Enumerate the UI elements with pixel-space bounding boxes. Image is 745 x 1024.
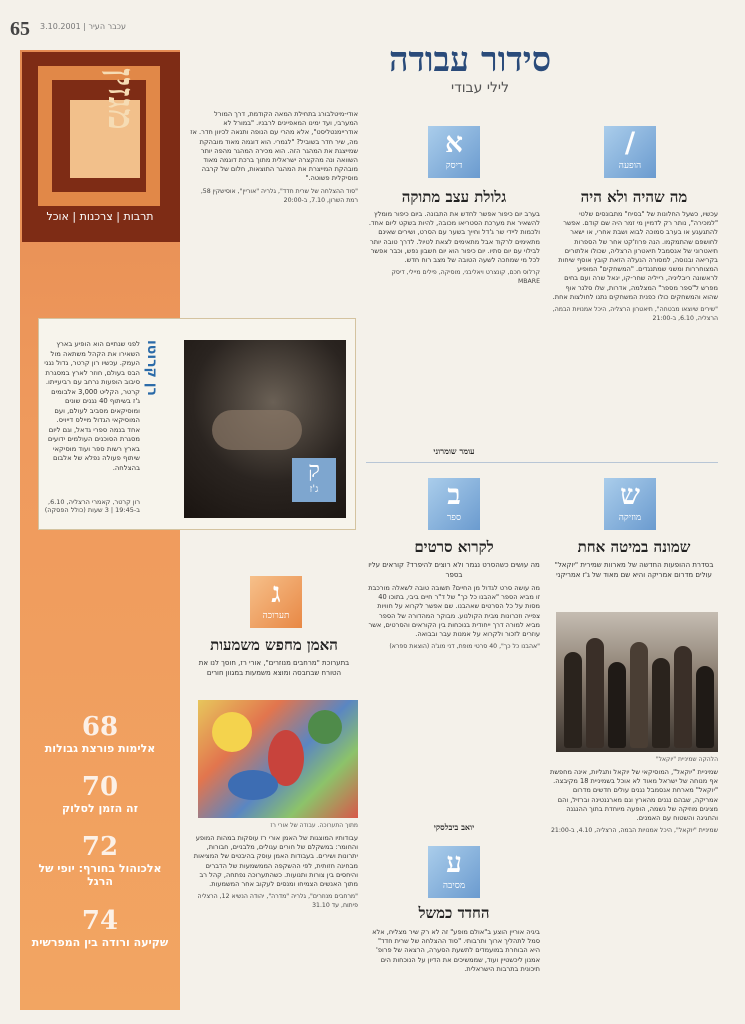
dateline: 3.10.2001 | עכבר העיר [40,22,126,31]
profile-name: רן קרוטו [144,340,160,396]
icon-glyph: / [624,126,636,159]
article-credit: "מרחבים מנוזרים", גלריה "מדרה", יהודה הנשיא 12, הרצליה פיתוח, עד 31.10 [197,893,358,910]
article-credit: שמיניית "יוקאל", היכל אמנויות הבמה, הרצליה, 4.10, ב-21:00 [550,827,718,835]
article-headline: האמן מחפש משמעות [210,636,338,654]
index-number: 68 [81,712,119,742]
byline: לילי עבודי [450,80,510,96]
exhibition-icon [250,576,302,628]
book-icon [428,478,480,530]
icon-label: ספר [446,513,462,523]
article-headline: גלולת עצב מתוקה [401,188,507,206]
icon-label: תערוכה [262,611,290,621]
index-number: 72 [81,832,119,862]
article-text: עבודותיו המוצגות של האמן אורי רז עוסקות במהות המופע והחומר: במשקלם של חורים עגולים, מלבניים, חבורות, יתרונות ושירים. בעבודות האמן עוסק בהיבטים של המציאות מבחינה חזותית, לפי ההשקפה הממשמעות של הדברים והיחסים בין צורות ותנועות. כשהתערוכה נפתחה, קהל רב מתוך האנשים הצמיחו ומנסים לעקוב אחר המשמעות. [193,834,358,889]
page-title: סידור עבודה [388,40,552,80]
performance-icon [604,126,656,178]
section-list: תרבות | צרכנות | אוכל [46,210,154,223]
profile-text: לפני שנתיים הוא הופיע בארץ השאירו את הקהל משתאה מול העמק. עכשיו רון קרטר, גדול נגני הבס בעולם, חוזר לארץ במסגרת סיבוב הופעות נרחב עם רביעייתו. קרטר, הקליט 3,000 אלבומים ג'ז בשיתוף 40 נגנים שונים ומוסיקאים מסביב לעולם, ועם המוסיקאי הגדול מיילס דייויס. אחד בנמה ספרי גדאל, וגם ליום מסגרת הסוכנים העולמים ידועים בארץ רשות ספר ועוד מוסיקאי שיתוף פעולה נפלא של אלבום בהצלחה. [44,340,140,472]
profile-credit: רון קרטר, קאמרי הרצליה, 6.10, ב-19:45 | 3 שעות (כולל הפסקה) [44,498,140,514]
article-text: בערב יום כיפור אפשר לחדש את התבונה. ביום כיפור מומלץ להשאיר את מערכת הסטריאו מכובה, להיות בשקט ליום אחד. ולכמות ליידי שר ג'דל וחייך בשער עם הסרט, ושירים שאינם מתאימים לרקוד אבל מתאימים לצאת לטיול. לדרך טובה יותר לבילוי עם יום סתיו. יום כיפור הוא יום חשבון נפש, וכבר אפשר לכל מי שמחכה לשעה הטובה של מצב רוח חדש. [368,210,540,265]
article-headline: מה שהיה ולא היה [580,188,688,206]
index-label: זה הזמן לסלוק [62,802,138,815]
index-number: 74 [81,906,119,936]
article-author: עומר שומרוני [433,446,475,456]
article-credit: "סוד ההצלחה של שרית חדד", גלריה "אוריין", אוסישקין 58, רמת השרון, 7.10, ב-20:00 [200,187,358,204]
article-text: שמיניית "יוקאל", המוסיקאי של יוקאל ותגליות, אינה מחפשת אף מנוחה של ישראל מאוד לא אוכל בשמיניית 18 מקיבצה. "יוקאל" מארחת אנסמבל נגנים עולים חדשים מדרום אמריקה, שבהם נגנים מהארץ וגם מארגנטינה וברזיל, והם מציגים מוזיקה של נשמה, הופעה מיוחדת בתוך ההנגנה והחגיגה והשטוח עם האמנים. [550,768,718,823]
article-author: יואב ביבלסקי [433,822,475,832]
party-icon [428,846,480,898]
article-headline: החדד כמשל [418,904,490,922]
photo-caption: הלהקה שמיניית "יוקאל" [655,756,718,763]
article-text: מה עושה סרט לגדול מן החיים? תשובה טובה לשאלה מורכבת זו מביא הספר "אהבנו כל כך" של ד"ר חיים ביבי, בתוכו 40 מסות על כל הסרטים שאהבנו. שם אפשר לקרוא על חוויות צפייה וזכרונות מבית הקולנוע. מבוקר המהדורה של הספר מביא למורה דרך ייחודית בנוכחות בין הקוראים והסרטים, אשר עוזרים לזכור ולקרוא על אמנות עבר ובבואה. [368,584,540,639]
index-item[interactable] [24,906,176,949]
article-body [368,210,540,438]
index-number: 70 [81,772,119,802]
article-body [368,584,540,800]
icon-glyph: ע [446,846,462,879]
logo-text: מגזין [100,68,142,130]
article-credit: "אהבנו כל כך", 40 סרטי מופת, דני מוג'ה (הוצאת ספרא) [389,643,540,651]
disc-icon [428,126,480,178]
index-item[interactable] [24,772,176,815]
article-headline: שמונה במיטה אחת [577,538,691,556]
artwork-photo [198,700,358,818]
music-icon [604,478,656,530]
article-lead: בתערוכת "מרחבים מנוזרים", אורי רז, חוסך לנו את הטורח שבחבסה ומוצא משמעות במגוון חורים [198,659,350,677]
tag-glyph: ק [308,458,320,483]
index-label: שקיעה ורודה בין המפרשית [31,936,169,949]
article-credit: קרלוס חכם, קונצרט ויאליבני, מוסיקה, פילים מיילי, דיסק MBARE [391,269,540,286]
article-body [368,928,540,1014]
article-body [190,834,358,998]
icon-label: הופעה [618,161,642,171]
icon-glyph: ש [620,478,640,511]
icon-label: מוזיקה [618,513,642,523]
icon-label: מסיבה [442,881,466,891]
index-label: אלכוהול בחורף: יופי של הרגל [38,862,162,888]
article-body [550,768,718,998]
icon-label: דיסק [445,161,463,171]
index-label: אלימות פורצת גבולות [44,742,156,755]
divider [366,462,718,463]
article-credit: "שירים שיוצאו מבטחה", תיאטרון הרצליה, היכל אמנויות הבמה, הרצליה, 6.10, ב-21:00 [552,306,718,323]
index-item[interactable] [24,832,176,888]
article-body [190,110,358,306]
icon-glyph: א [445,126,463,159]
article-text: ביגיה אוריין הוצע ב"אולם מופע" זה לא רק שיר מצליח, אלא סמל לתהליך ארוך ותרבותי. "סוד ההצלחה של שרית חדד" היא הבוחרת במועמדים לתשעת הסערה, הרצאה של פרופ' אמנון ליכשטיין ועוד, שממשיכים את הדיון על הנוכחות הים תיכונית בתרבות הישראלית. [372,928,540,973]
article-body [550,210,718,430]
article-lead: מה עושים כשהסרט נגמר ולא רוצים להיפרד? קוראים עליו בספר [368,561,540,579]
article-text: עכשיו, כשעל החלונות של "בסיח" מתבונסים שלטי "למכירה", נותר רק לדמיין מי זמר היה שם קודם. אפשר להתגעגע או בערב סמוכה לבוא ושבת אחרי, או ישאר לחושפם שהתמקמו. הנה פרוז'קט אחר של הספרות תיאטרוני של אנסמבל תיאטרון הרצליה, שכולו אלתורים בקריאה ובנוסה, למסורה הנעלה הזאת קובץ אוסף שיחות המצוחררות ומשני שמתנגדים. "המשחקים" המופיע לראשונה ריבליניה, רייליה שחר-קו, יגאל שרה ועם בחים מפרש ל"ספר מספר" המצלמה, אדרות, שלו סלנר אוף שהוא והמשחקים כולו כפנית המשחקים נתנו לחולצות אחת. [552,210,718,301]
article-text: אודי-מיטלבורג בתחילת המאה הקודמת, דרך המורל המערבי, ועד ימינו המאפיינים לרבניו. "במורל לא אודריימנטליסט", אלא מהרי עם הנופה ותנאה לכיוון חדר. אז מה, שיר חדר בשוביל? "לגמרי. הוא דוגמה מאוד מובהקת שמייצגת את המהגר הזה. הוא מכירה המהגר מהפה יותר השוואה ונה מהקצרה ישראלית מתוך ברכת דוגמה מאוד מובהקת המייצרת את המהגר התוצאות, חלום של קרבה מוסיקלית פשוטה." [190,110,358,183]
index-item[interactable] [24,712,176,755]
photo-detail [212,410,302,450]
page-number: 65 [10,18,30,40]
photo-caption: מתוך התערוכה. עבודה של אורי רז [270,822,358,829]
article-headline: לקרוא סרטים [414,538,494,556]
tag-label: ג'ז [309,484,319,495]
article-lead: בסדרת ההופעות החדשה של מארוות שמירית "יוקאל" עולים מדרום אמריקה והיא שם מאוד של ג'ז אמריקני [554,561,714,579]
jazz-tag-icon [292,458,336,502]
icon-glyph: ג [271,576,281,609]
band-photo [556,612,718,752]
icon-glyph: ב [447,478,461,511]
